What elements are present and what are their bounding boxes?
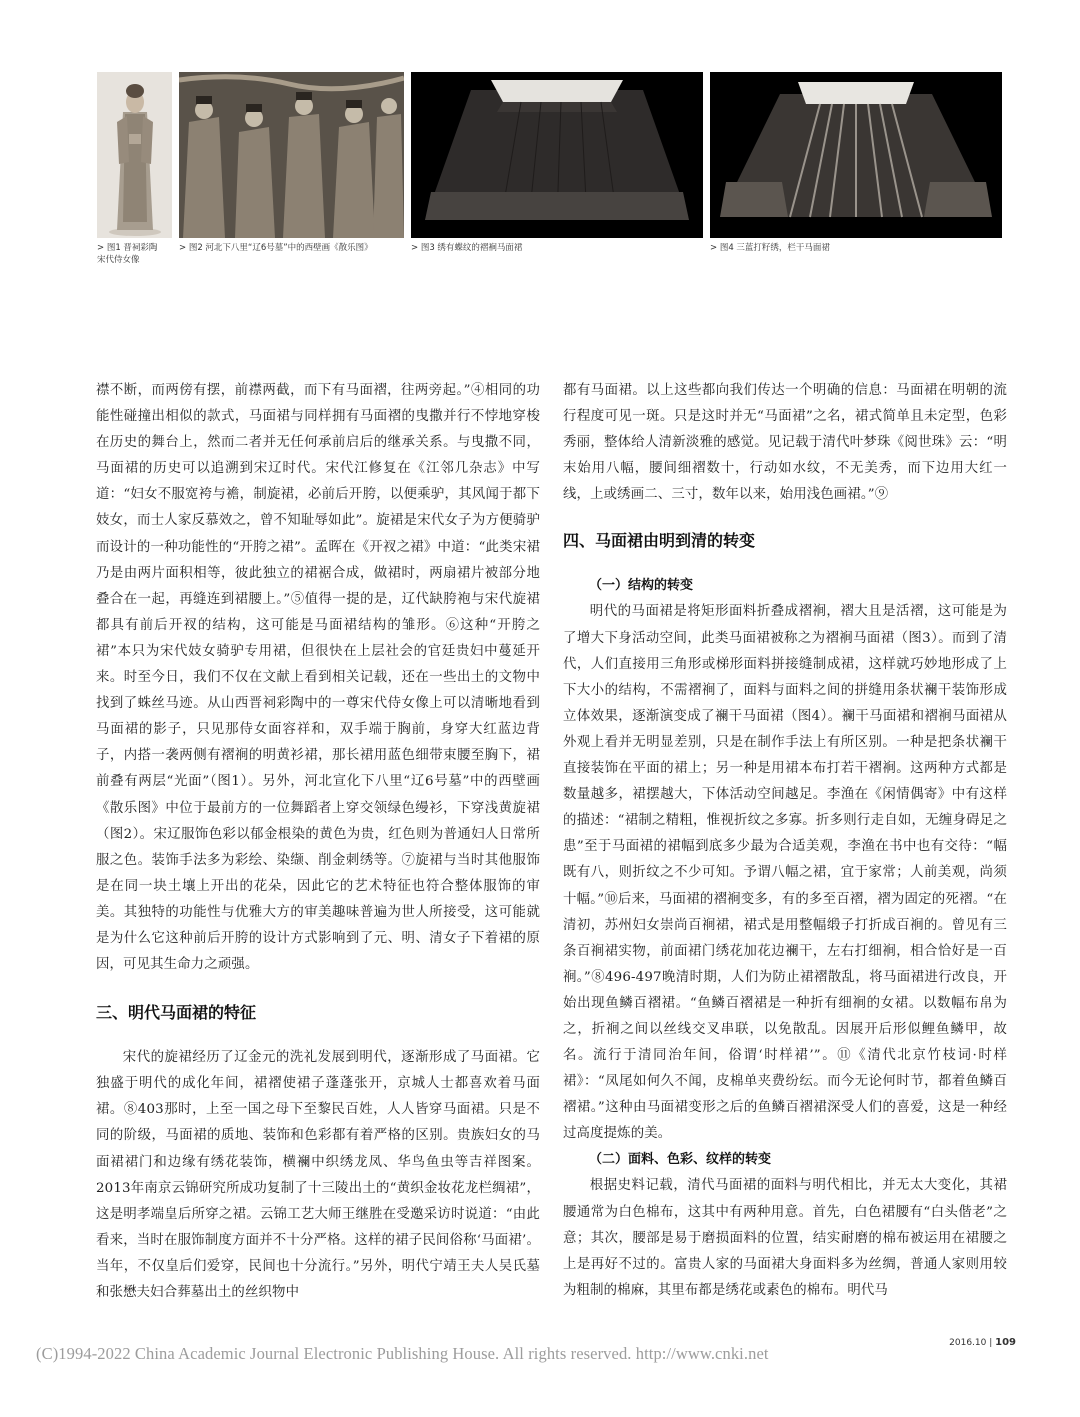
body-paragraph: 明代的马面裙是将矩形面料折叠成褶裥，褶大且是活褶，这可能是为了增大下身活动空间，此类马面裙被称之为褶裥马面裙（图3）。而到了清代，人们直接用三角形或梯形面料拼接缝制成裙，这样就巧妙地形成了上下大小的结构，不需褶裥了，面料与面料之间的拼缝用条状襕干装饰形成立体效果，逐渐演变成了襕干马面裙（图4）。襕干马面裙和褶裥马面裙从外观上看并无明显差别，只是在制作手法上有所区别。一种是把条状襕干直接装饰在平面的裙上；另一种是用裙本布打若干褶裥。这两种方式都是数量越多，裙摆越大，下体活动空间越足。李渔在《闲情偶寄》中有这样的描述：“裙制之精粗，惟视折纹之多寡。折多则行走自如，无缠身碍足之患”至于马面裙的裙幅到底多少最为合适美观，李渔在书中也有交待：“幅既有八，则折纹之不少可知。予谓八幅之裙，宜于家常；人前美观，尚须十幅。”⑩后来，马面裙的褶裥变多，有的多至百褶，褶为固定的死褶。“在清初，苏州妇女崇尚百裥裙，裙式是用整幅缎子打折成百裥的。曾见有三条百裥裙实物，前面裙门绣花加花边襕干，左右打细裥，相合恰好是一百裥。”⑧496-497晚清时期，人们为防止裙褶散乱，将马面裙进行改良，开始出现鱼鳞百褶裙。“鱼鳞百褶裙是一种折有细裥的女裙。以数幅布帛为之，折裥之间以丝线交叉串联，以免散乱。因展开后形似鲤鱼鳞甲，故名。流行于清同治年间，俗谓‘时样裙’”。⑪《清代北京竹枝词·时样裙》：“凤尾如何久不闻，皮棉单夹费纷纭。而今无论何时节，都着鱼鳞百褶裙。”这种由马面裙变形之后的鱼鳞百褶裙深受人们的喜爱，这是一种经过高度提炼的美。 (563, 604, 1007, 1142)
body-paragraph: 宋代的旋裙经历了辽金元的洗礼发展到明代，逐渐形成了马面裙。它独盛于明代的成化年间，裙褶使裙子蓬蓬张开，京城人士都喜欢着马面裙。⑧403那时，上至一国之母下至黎民百姓，人人皆穿马面裙。只是不同的阶级，马面裙的质地、装饰和色彩都有着严格的区别。贵族妇女的马面裙裙门和边缘有绣花装饰，横襕中织绣龙凤、华鸟鱼虫等吉祥图案。2013年南京云锦研究所成功复制了十三陵出土的“黄织金妆花龙栏绸裙”，这是明孝端皇后所穿之裙。云锦工艺大师王继胜在受邀采访时说道：“由此看来，当时在服饰制度方面并不十分严格。这样的裙子民间俗称‘马面裙’。当年，不仅皇后们爱穿，民间也十分流行。”另外，明代宁靖王夫人吴氏墓和张懋夫妇合葬墓出土的丝织物中 (96, 1050, 540, 1300)
issue-label: 2016.10 | (949, 1338, 996, 1348)
page-number: 109 (995, 1337, 1016, 1348)
subsection-heading-fabric: （二）面料、色彩、纹样的转变 (589, 1152, 772, 1168)
figure-3-caption: > 图3 绣有蝶纹的褶裥马面裙 (411, 243, 523, 253)
left-column (96, 378, 540, 1306)
figure-1-caption: > 图1 晋祠彩陶 宋代侍女像 (97, 243, 158, 265)
figure-1-image (97, 72, 172, 238)
body-paragraph: 根据史料记载，清代马面裙的面料与明代相比，并无太大变化，其裙腰通常为白色棉布，这其中有两种用意。首先，白色裙腰有“白头偕老”之意；其次，腰部是易于磨损面料的位置，结实耐磨的棉布被运用在裙腰之上是再好不过的。富贵人家的马面裙大身面料多为丝绸，普通人家则用较为粗制的棉麻，其里布都是绣花或素色的棉布。明代马 (563, 1178, 1007, 1298)
section-heading-ming-to-qing: 四、马面裙由明到清的转变 (563, 531, 756, 551)
figure-3-image (411, 72, 703, 238)
figure-4-image (710, 72, 1002, 238)
figure-2-image (179, 72, 404, 238)
figure-4-caption: > 图4 三蓝打籽绣，栏干马面裙 (710, 243, 830, 253)
right-column (563, 378, 1007, 1304)
subsection-heading-structure: （一）结构的转变 (589, 578, 694, 594)
body-paragraph: 都有马面裙。以上这些都向我们传达一个明确的信息：马面裙在明朝的流行程度可见一斑。只是这时并无“马面裙”之名，裙式简单且未定型，色彩秀丽，整体给人清新淡雅的感觉。见记载于清代叶梦珠《阅世珠》云：“明末始用八幅，腰间细褶数十，行动如水纹，不无美秀，而下边用大红一线，上或绣画二、三寸，数年以来，始用浅色画裙。”⑨ (563, 383, 1007, 503)
body-paragraph: 襟不断，而两傍有摆，前襟两截，而下有马面褶，往两旁起。”④相同的功能性碰撞出相似的款式，马面裙与同样拥有马面褶的曳撒并行不悖地穿梭在历史的舞台上，然而二者并无任何承前启后的继承关系。与曳撒不同，马面裙的历史可以追溯到宋辽时代。宋代江修复在《江邻几杂志》中写道：“妇女不服宽袴与襜，制旋裙，必前后开胯，以便乘驴，其风闻于都下妓女，而士人家反慕效之，曾不知耻辱如此”。旋裙是宋代女子为方便骑驴而设计的一种功能性的“开胯之裙”。孟晖在《开衩之裙》中道：“此类宋裙乃是由两片面积相等，彼此独立的裙裾合成，做裙时，两扇裙片被部分地叠合在一起，再缝连到裙腰上。”⑤值得一提的是，辽代缺胯袍与宋代旋裙都具有前后开衩的结构，这可能是马面裙结构的雏形。⑥这种“开胯之裙”本只为宋代妓女骑驴专用裙，但很快在上层社会的官廷贵妇中蔓延开来。时至今日，我们不仅在文献上看到相关记载，还在一些出土的文物中找到了蛛丝马迹。从山西晋祠彩陶中的一尊宋代侍女像上可以清晰地看到马面裙的影子，只见那侍女面容祥和，双手端于胸前，身穿大红蓝边背子，内搭一袭两侧有褶裥的明黄衫裙，那长裙用蓝色细带束腰至胸下，裙前叠有两层“光面”（图1）。另外，河北宣化下八里“辽6号墓”中的西壁画《散乐图》中位于最前方的一位舞蹈者上穿交领绿色缦衫，下穿浅黄旋裙（图2）。宋辽服饰色彩以郁金根染的黄色为贵，红色则为普通妇人日常所服之色。装饰手法多为彩绘、染缬、削金刺绣等。⑦旋裙与当时其他服饰是在同一块土壤上开出的花朵，因此它的艺术特征也符合整体服饰的审美。其独特的功能性与优雅大方的审美趣味普遍为世人所接受，这可能就是为什么它这种前后开胯的设计方式影响到了元、明、清女子下着裙的原因，可见其生命力之顽强。 (96, 383, 540, 973)
figure-2-caption: > 图2 河北下八里“辽6号墓”中的西壁画《散乐图》 (179, 243, 373, 253)
section-heading-ming: 三、明代马面裙的特征 (96, 1003, 257, 1023)
copyright-watermark: (C)1994-2022 China Academic Journal Electronic Publishing House. All rights reserved. http://www.cnki.net (36, 1344, 769, 1363)
